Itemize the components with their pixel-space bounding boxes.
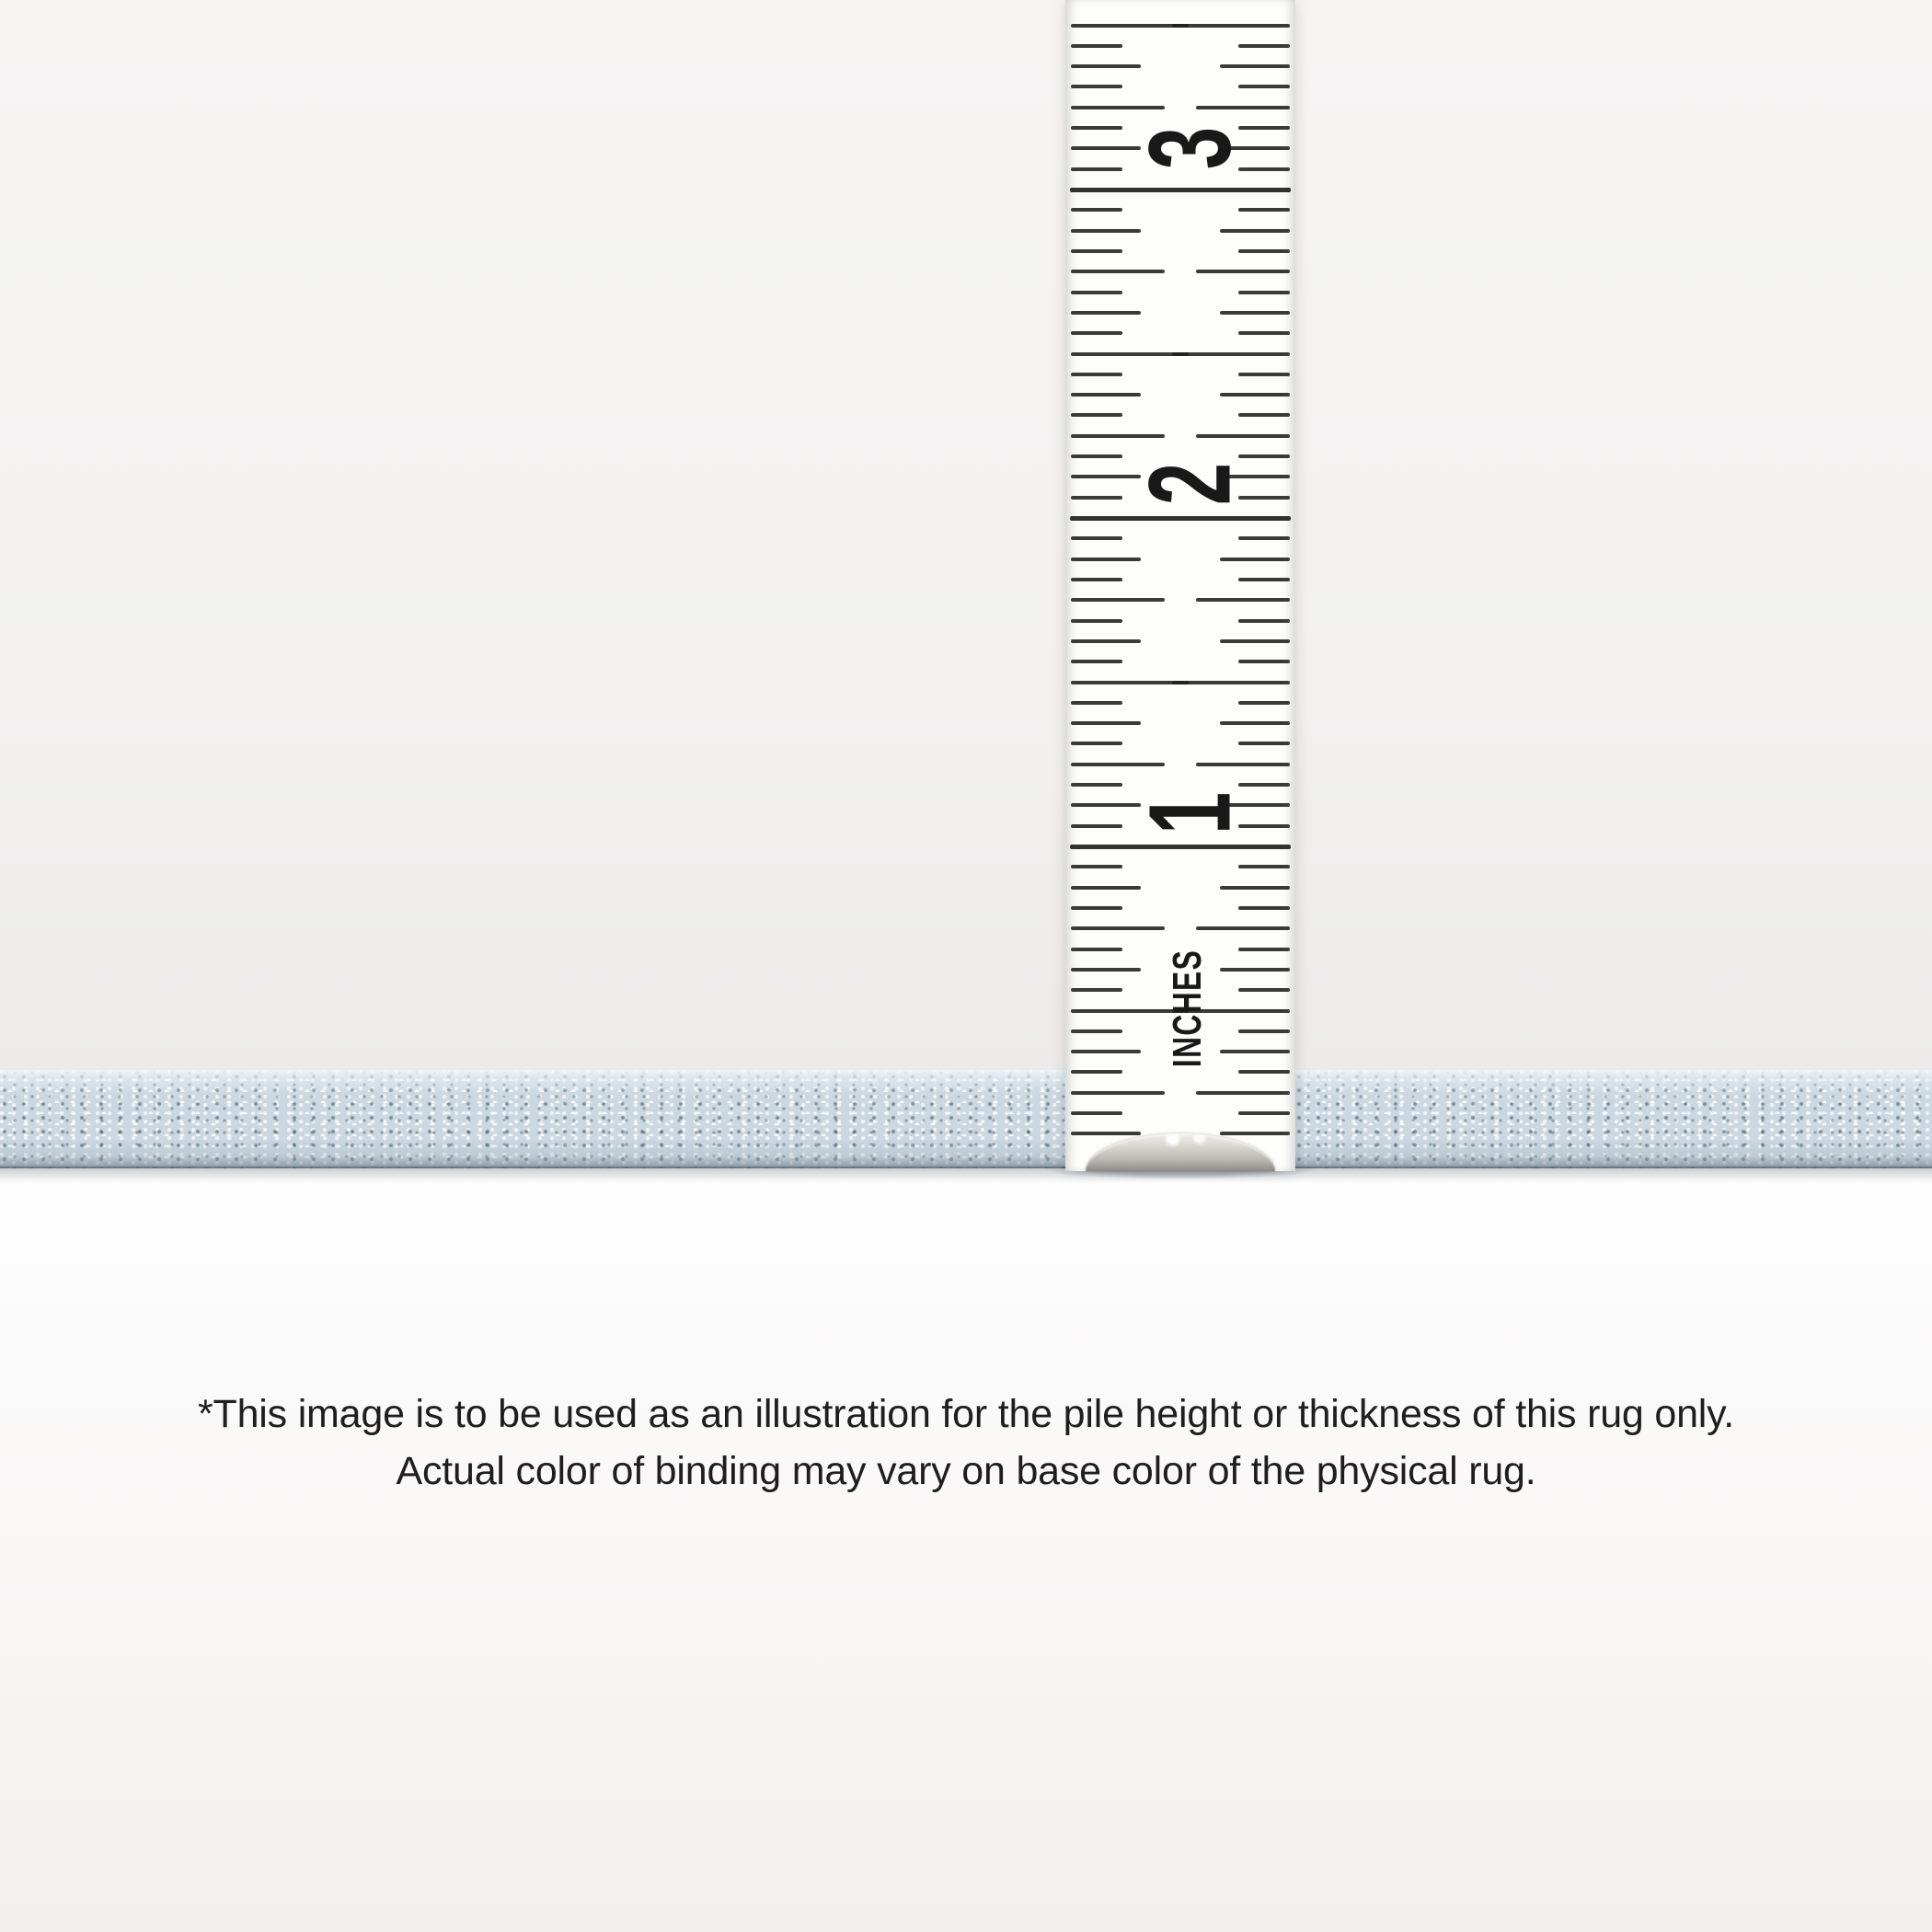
ruler-tick — [1071, 926, 1165, 930]
ruler-tick — [1238, 783, 1290, 787]
rug-cross-section — [0, 1070, 1932, 1168]
ruler-tick — [1071, 167, 1122, 171]
ruler-tick — [1220, 886, 1290, 890]
ruler-tick — [1238, 1111, 1290, 1115]
ruler-tick — [1071, 619, 1122, 623]
ruler-tick — [1238, 331, 1290, 335]
ruler-tick — [1238, 619, 1290, 623]
ruler-tick — [1071, 906, 1122, 910]
ruler-number: 1 — [1124, 791, 1255, 835]
disclaimer-line-1: *This image is to be used as an illustration for the pile height or thickness of this rug only. — [197, 1392, 1735, 1436]
ruler-tick — [1071, 988, 1122, 992]
ruler-tick — [1172, 24, 1290, 28]
ruler-tick — [1071, 948, 1122, 951]
disclaimer-text — [0, 1386, 1932, 1500]
ruler-tick — [1220, 393, 1290, 397]
ruler-tick — [1238, 249, 1290, 253]
ruler-tick — [1238, 1029, 1290, 1033]
ruler-tick — [1071, 24, 1189, 28]
ruler-tick — [1071, 434, 1165, 438]
ruler-tick — [1196, 763, 1290, 766]
ruler-tick — [1071, 721, 1141, 725]
ruler — [1065, 0, 1295, 1171]
ruler-tick — [1220, 721, 1290, 725]
ruler-tick — [1238, 742, 1290, 745]
ruler-inch-line — [1070, 845, 1291, 849]
ruler-tick — [1071, 660, 1122, 663]
ruler-tick — [1071, 44, 1122, 48]
ruler-tick — [1071, 1132, 1141, 1135]
ruler-tick — [1071, 373, 1122, 376]
ruler-tick — [1196, 270, 1290, 273]
ruler-tick — [1071, 270, 1165, 273]
ruler-tick — [1071, 229, 1141, 233]
ruler-tick — [1071, 85, 1122, 88]
ruler-tick — [1071, 1050, 1141, 1053]
ruler-tick — [1071, 536, 1122, 540]
ruler-tick — [1071, 968, 1141, 972]
ruler-tick — [1071, 681, 1189, 684]
ruler-tick — [1238, 948, 1290, 951]
ruler-tick — [1238, 536, 1290, 540]
ruler-tick — [1071, 413, 1122, 417]
ruler-tick — [1238, 291, 1290, 294]
ruler-tick — [1238, 454, 1290, 458]
ruler-tick — [1220, 311, 1290, 315]
ruler-inch-line — [1070, 516, 1291, 521]
disclaimer-line-2: Actual color of binding may vary on base color of the physical rug. — [396, 1449, 1536, 1493]
ruler-tick — [1220, 968, 1290, 972]
ruler-tick — [1071, 865, 1122, 868]
ruler-tick — [1071, 1111, 1122, 1115]
ruler-tick — [1071, 639, 1141, 643]
ruler-tick — [1071, 578, 1122, 581]
ruler-tick — [1238, 44, 1290, 48]
ruler-tick — [1071, 824, 1122, 828]
ruler-tick — [1071, 352, 1189, 356]
ruler-tick — [1220, 229, 1290, 233]
ruler-tick — [1172, 352, 1290, 356]
ruler-tick — [1238, 865, 1290, 868]
ruler-tick — [1238, 701, 1290, 705]
ruler-inch-line — [1070, 188, 1291, 192]
ruler-tick — [1071, 886, 1141, 890]
ruler-tick — [1238, 906, 1290, 910]
ruler-tick — [1071, 742, 1122, 745]
ruler-tick — [1172, 681, 1290, 684]
ruler-tick — [1071, 393, 1141, 397]
ruler-tick — [1238, 578, 1290, 581]
ruler-tick — [1196, 598, 1290, 602]
ruler-tick — [1071, 331, 1122, 335]
ruler-tick — [1071, 311, 1141, 315]
ruler-tick — [1071, 1091, 1165, 1095]
ruler-tick — [1220, 64, 1290, 68]
rug-contact-shadow — [0, 1167, 1932, 1183]
ruler-tick — [1196, 1091, 1290, 1095]
ruler-tick — [1071, 126, 1122, 130]
ruler-tick — [1071, 106, 1165, 109]
ruler-tick — [1238, 413, 1290, 417]
ruler-tick — [1220, 558, 1290, 561]
ruler-tick — [1071, 291, 1122, 294]
ruler-tick — [1238, 85, 1290, 88]
ruler-tick — [1071, 763, 1165, 766]
ruler-tick — [1238, 1070, 1290, 1074]
ruler-tick — [1071, 598, 1165, 602]
ruler-tick — [1071, 783, 1122, 787]
ruler-tick — [1238, 660, 1290, 663]
ruler-tick — [1238, 373, 1290, 376]
ruler-metal-tip — [1086, 1133, 1275, 1171]
ruler-tick — [1220, 1050, 1290, 1053]
ruler-tick — [1238, 988, 1290, 992]
ruler-tick — [1238, 208, 1290, 212]
ruler-number: 3 — [1124, 126, 1255, 170]
ruler-unit-label: INCHES — [1165, 949, 1210, 1068]
ruler-tick — [1196, 434, 1290, 438]
ruler-tick — [1196, 926, 1290, 930]
ruler-tick — [1071, 1070, 1122, 1074]
ruler-tick — [1196, 106, 1290, 109]
ruler-tick — [1071, 558, 1141, 561]
ruler-number: 2 — [1124, 462, 1255, 506]
ruler-tick — [1071, 496, 1122, 500]
ruler-tick — [1220, 639, 1290, 643]
ruler-tick — [1071, 249, 1122, 253]
foreground-surface — [0, 1165, 1932, 1932]
ruler-tick — [1220, 1132, 1290, 1135]
ruler-tick — [1071, 208, 1122, 212]
ruler-tick — [1071, 1029, 1122, 1033]
ruler-tick — [1071, 701, 1122, 705]
ruler-tick — [1071, 64, 1141, 68]
ruler-tick — [1071, 454, 1122, 458]
